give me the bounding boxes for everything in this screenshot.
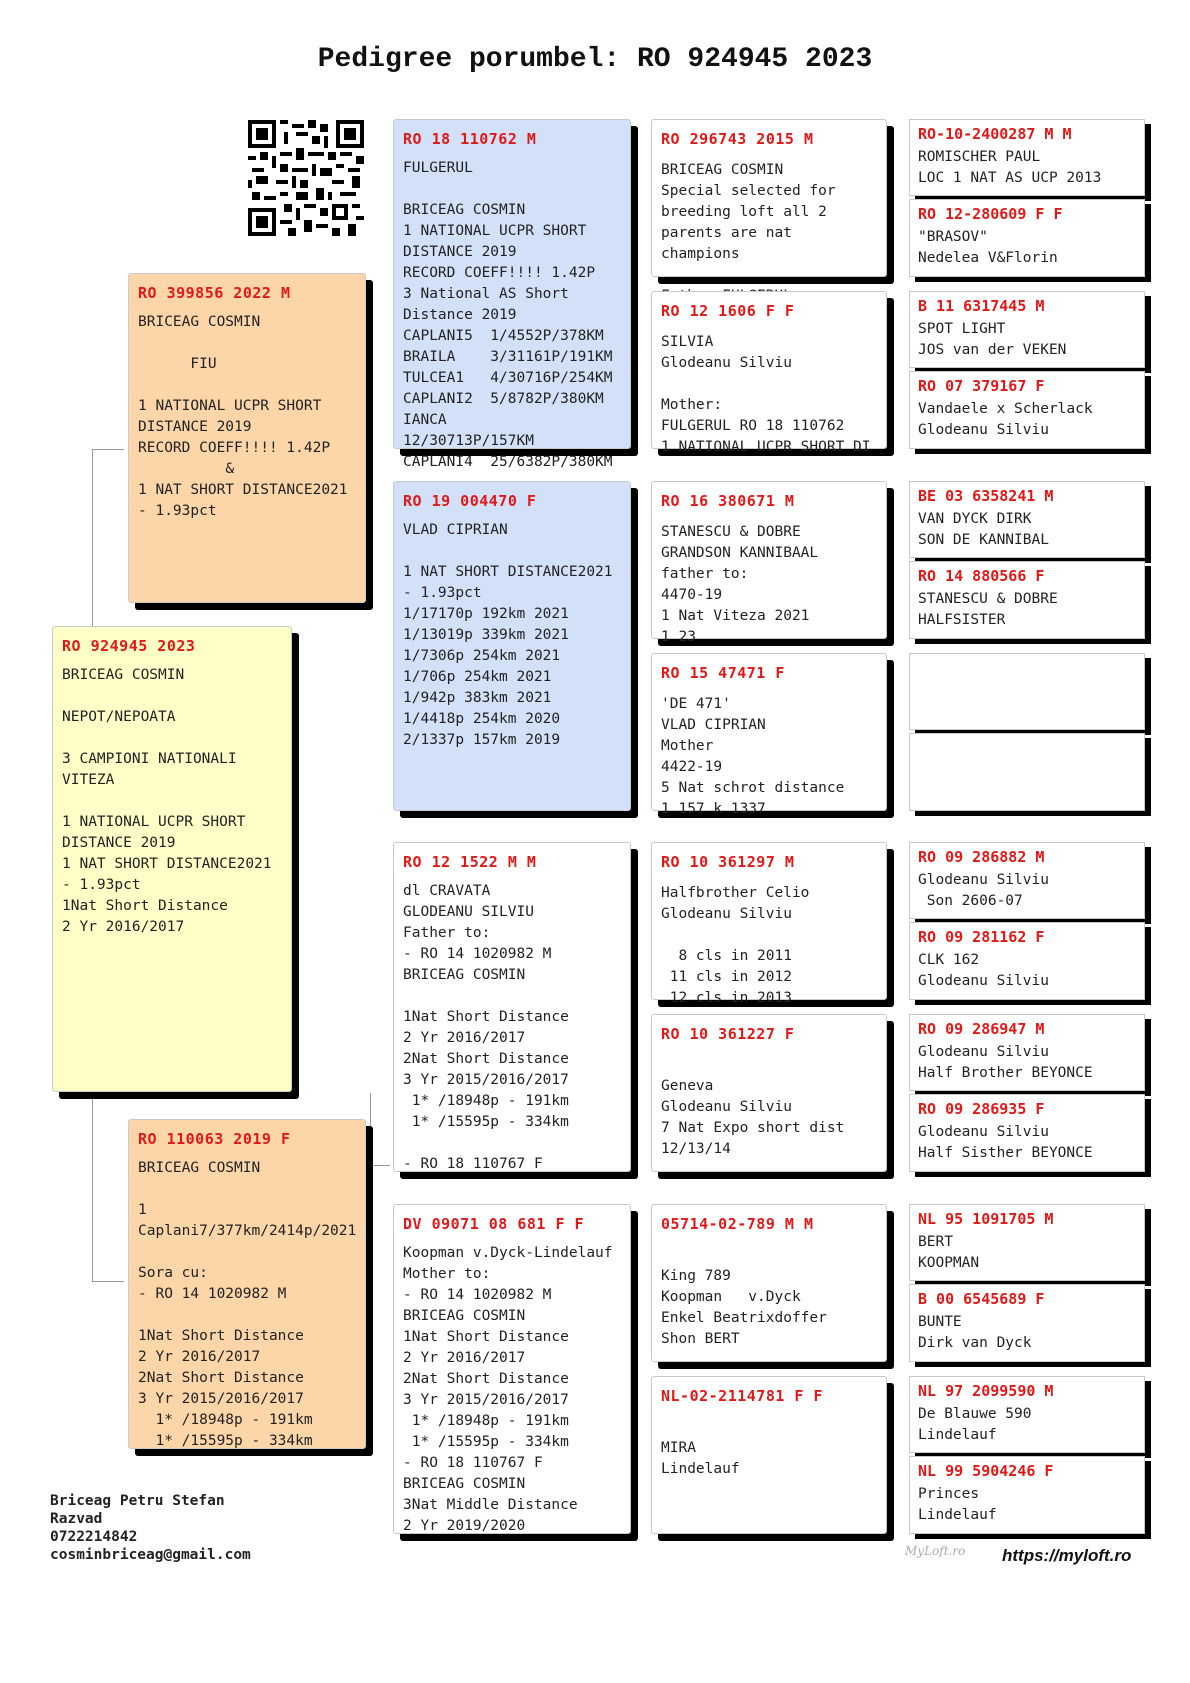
pigeon-details: dl CRAVATA GLODEANU SILVIU Father to: - RO 14 1020982 M BRICEAG COSMIN 1Nat Short Distance 2 Yr 2016/2017 2Nat Short Distance 3 Yr 2015/2016/2017 1* /18948p - 191km 1* /15595p - 334km - RO 18 110767 F [403,883,569,1172]
grandparent-card[interactable] [393,119,631,470]
gg-grandparent-card[interactable] [909,481,1145,558]
gg-grandparent-card[interactable] [909,199,1145,277]
ring-number: RO 10 361227 F [661,1025,795,1043]
ring-number: NL 99 5904246 F [918,1462,1054,1480]
ring-number: RO 09 286947 M [918,1020,1045,1038]
great-grandparent-card[interactable] [651,1014,887,1172]
pigeon-details: Halfbrother Celio Glodeanu Silviu 8 cls in 2011 11 cls in 2012 12 cls in 2013 [661,885,810,1006]
ring-number: RO 09 286935 F [918,1100,1045,1118]
ring-number: RO 07 379167 F [918,377,1045,395]
ring-number: RO-10-2400287 M M [918,125,1072,143]
pigeon-details: FULGERUL BRICEAG COSMIN 1 NATIONAL UCPR SHORT DISTANCE 2019 RECORD COEFF!!!! 1.42P 3 National AS Short Distance 2019 CAPLANI5 1/4552P/378KM BRAILA 3/31161P/191KM TULCEA1 4/30716P/254KM CAPLANI2 5/8782P/380KM IANCA 12/30713P/157KM CAPLANI4 25/6382P/380KM [403,160,613,470]
ring-number: RO 19 004470 F [403,492,537,510]
pigeon-details: "BRASOV" Nedelea V&Florin [918,229,1058,266]
ring-number: RO 18 110762 M [403,130,537,148]
sire-card[interactable] [128,273,366,603]
pigeon-details: STANESCU & DOBRE HALFSISTER [918,591,1058,628]
ring-number: B 00 6545689 F [918,1290,1045,1308]
connector-line [92,1281,124,1282]
connector-line [370,1093,371,1165]
pigeon-details: Glodeanu Silviu Son 2606-07 [918,872,1049,909]
pigeon-details: BRICEAG COSMIN NEPOT/NEPOATA 3 CAMPIONI NATIONALI VITEZA 1 NATIONAL UCPR SHORT DISTANCE 2019 1 NAT SHORT DISTANCE2021 - 1.93pct 1Nat Short Distance 2 Yr 2016/2017 [62,667,272,935]
gg-grandparent-card[interactable] [909,561,1145,639]
ring-number: 05714-02-789 M M [661,1215,814,1233]
great-grandparent-card[interactable] [651,1204,887,1362]
subject-pigeon-card[interactable] [52,626,292,1092]
great-grandparent-card[interactable] [651,481,887,645]
ring-number: NL 97 2099590 M [918,1382,1054,1400]
gg-grandparent-card[interactable] [909,1376,1145,1453]
grandparent-card[interactable] [393,481,631,811]
pigeon-details: Vandaele x Scherlack Glodeanu Silviu [918,401,1093,438]
pigeon-details: BRICEAG COSMIN Special selected for breeding loft all 2 parents are nat champions [661,162,836,262]
gg-grandparent-card[interactable] [909,1284,1145,1362]
ring-number: NL 95 1091705 M [918,1210,1054,1228]
pigeon-details: VAN DYCK DIRK SON DE KANNIBAL [918,511,1049,548]
brand-link[interactable]: https://myloft.ro [1002,1546,1132,1565]
great-grandparent-card[interactable] [651,653,887,817]
pigeon-details: Glodeanu Silviu Half Brother BEYONCE [918,1044,1093,1081]
pigeon-details: SPOT LIGHT JOS van der VEKEN [918,321,1067,358]
ring-number: RO 924945 2023 [62,637,196,655]
ring-number: RO 09 281162 F [918,928,1045,946]
connector-line [92,1095,93,1281]
gg-grandparent-card-empty[interactable] [909,733,1145,811]
pigeon-details: King 789 Koopman v.Dyck Enkel Beatrixdoffer Shon BERT [661,1268,827,1347]
gg-grandparent-card[interactable] [909,1456,1145,1534]
pigeon-details: De Blauwe 590 Lindelauf [918,1406,1032,1443]
ring-number: DV 09071 08 681 F F [403,1215,585,1233]
pigeon-details: Geneva Glodeanu Silviu 7 Nat Expo short dist 12/13/14 [661,1078,845,1157]
page-title: Pedigree porumbel: RO 924945 2023 [317,44,873,75]
pigeon-details: Princes Lindelauf [918,1486,997,1523]
qr-code-icon [248,120,364,236]
dam-card[interactable] [128,1119,366,1449]
pigeon-details: BUNTE Dirk van Dyck [918,1314,1032,1351]
great-grandparent-card[interactable] [651,119,887,277]
ring-number: RO 09 286882 M [918,848,1045,866]
pigeon-details: STANESCU & DOBRE GRANDSON KANNIBAAL father to: 4470-19 1 Nat Viteza 2021 1 23 [661,524,819,645]
gg-grandparent-card[interactable] [909,842,1145,919]
great-grandparent-card[interactable] [651,842,887,1006]
connector-line [92,449,124,450]
connector-line [370,1165,390,1166]
gg-grandparent-card[interactable] [909,922,1145,1000]
great-grandparent-card[interactable] [651,1376,887,1534]
pigeon-details: 'DE 471' VLAD CIPRIAN Mother 4422-19 5 Nat schrot distance 1 157 k 1337 [661,696,845,817]
ring-number: RO 296743 2015 M [661,130,814,148]
ring-number: RO 12-280609 F F [918,205,1063,223]
pigeon-details: BRICEAG COSMIN 1 Caplani7/377km/2414p/2021 Sora cu: - RO 14 1020982 M 1Nat Short Distance 2 Yr 2016/2017 2Nat Short Distance 3 Yr 2015/2016/2017 1* /18948p - 191km 1* /15595p - 334km [138,1160,357,1449]
gg-grandparent-card[interactable] [909,371,1145,449]
pigeon-details: SILVIA Glodeanu Silviu Mother: FULGERUL RO 18 110762 1 NATIONAL UCPR SHORT DI [661,334,871,455]
ring-number: RO 399856 2022 M [138,284,291,302]
ring-number: RO 110063 2019 F [138,1130,291,1148]
ring-number: RO 14 880566 F [918,567,1045,585]
grandparent-card[interactable] [393,1204,631,1534]
ring-number: RO 16 380671 M [661,492,795,510]
grandparent-card[interactable] [393,842,631,1172]
brand-signature: MyLoft.ro [905,1544,966,1558]
pigeon-details: BERT KOOPMAN [918,1234,980,1271]
ring-number: BE 03 6358241 M [918,487,1054,505]
ring-number: RO 12 1606 F F [661,302,795,320]
pigeon-details: BRICEAG COSMIN FIU 1 NATIONAL UCPR SHORT DISTANCE 2019 RECORD COEFF!!!! 1.42P & 1 NAT SHORT DISTANCE2021 - 1.93pct [138,314,348,519]
pigeon-details: VLAD CIPRIAN 1 NAT SHORT DISTANCE2021 - 1.93pct 1/17170p 192km 2021 1/13019p 339km 2021 1/7306p 254km 2021 1/706p 254km 2021 1/942p 383km 2021 1/4418p 254km 2020 2/1337p 157km 2019 [403,522,613,748]
owner-contact: Briceag Petru Stefan Razvad 0722214842 cosminbriceag@gmail.com [50,1493,251,1563]
ring-number: B 11 6317445 M [918,297,1045,315]
pigeon-details: CLK 162 Glodeanu Silviu [918,952,1049,989]
pigeon-details: ROMISCHER PAUL LOC 1 NAT AS UCP 2013 [918,149,1102,186]
gg-grandparent-card[interactable] [909,119,1145,196]
pigeon-details: Glodeanu Silviu Half Sisther BEYONCE [918,1124,1093,1161]
pigeon-details: Koopman v.Dyck-Lindelauf Mother to: - RO 14 1020982 M BRICEAG COSMIN 1Nat Short Distance 2 Yr 2016/2017 2Nat Short Distance 3 Yr 2015/2016/2017 1* /18948p - 191km 1* /15595p - 334km - RO 18 110767 F BRICEAG COSMIN 3Nat Middle Distance 2 Yr 2019/2020 [403,1245,613,1534]
gg-grandparent-card[interactable] [909,1094,1145,1172]
ring-number: RO 12 1522 M M [403,853,537,871]
gg-grandparent-card[interactable] [909,1204,1145,1281]
gg-grandparent-card-empty[interactable] [909,653,1145,730]
great-grandparent-card[interactable] [651,291,887,455]
ring-number: RO 15 47471 F [661,664,785,682]
ring-number: RO 10 361297 M [661,853,795,871]
ring-number: NL-02-2114781 F F [661,1387,824,1405]
connector-line [370,284,371,606]
gg-grandparent-card[interactable] [909,1014,1145,1091]
gg-grandparent-card[interactable] [909,291,1145,368]
connector-line [92,449,93,635]
pigeon-details: MIRA Lindelauf [661,1440,740,1477]
